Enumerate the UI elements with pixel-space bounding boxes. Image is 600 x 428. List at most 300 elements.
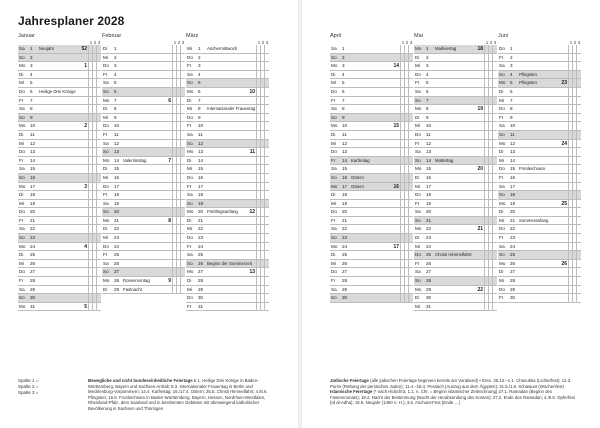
tracking-cell[interactable] <box>180 88 184 96</box>
day-row[interactable] <box>102 251 185 260</box>
day-row[interactable] <box>330 157 413 166</box>
tracking-cell[interactable] <box>96 122 100 130</box>
day-row[interactable] <box>186 243 269 252</box>
tracking-cell[interactable] <box>96 88 100 96</box>
tracking-cell[interactable] <box>492 131 496 139</box>
day-row[interactable] <box>186 286 269 295</box>
tracking-cell[interactable] <box>96 200 100 208</box>
day-row[interactable] <box>414 277 497 286</box>
day-row[interactable] <box>186 140 269 149</box>
day-row[interactable] <box>186 45 269 54</box>
day-row[interactable] <box>498 54 581 63</box>
tracking-cell[interactable] <box>96 71 100 79</box>
tracking-cell[interactable] <box>264 157 268 165</box>
tracking-cell[interactable] <box>492 286 496 294</box>
tracking-cell[interactable] <box>180 122 184 130</box>
tracking-cell[interactable] <box>576 268 580 276</box>
tracking-cell[interactable] <box>96 140 100 148</box>
tracking-cell[interactable] <box>96 268 100 276</box>
tracking-cell[interactable] <box>576 131 580 139</box>
tracking-cell[interactable] <box>96 114 100 122</box>
day-row[interactable] <box>102 225 185 234</box>
day-row[interactable] <box>18 225 101 234</box>
tracking-cell[interactable] <box>264 243 268 251</box>
tracking-cell[interactable] <box>264 191 268 199</box>
tracking-cell[interactable] <box>264 62 268 70</box>
day-row[interactable] <box>330 243 413 252</box>
day-row[interactable] <box>186 148 269 157</box>
tracking-cell[interactable] <box>180 165 184 173</box>
tracking-cell[interactable] <box>492 157 496 165</box>
day-row[interactable] <box>18 165 101 174</box>
tracking-cell[interactable] <box>180 200 184 208</box>
day-row[interactable] <box>102 54 185 63</box>
tracking-cell[interactable] <box>264 251 268 259</box>
tracking-cell[interactable] <box>264 105 268 113</box>
day-row[interactable] <box>414 208 497 217</box>
tracking-cell[interactable] <box>96 303 100 311</box>
day-row[interactable] <box>330 79 413 88</box>
day-row[interactable] <box>330 88 413 97</box>
tracking-cell[interactable] <box>408 234 412 242</box>
tracking-cell[interactable] <box>96 54 100 62</box>
day-row[interactable] <box>102 140 185 149</box>
tracking-cell[interactable] <box>576 148 580 156</box>
tracking-cell[interactable] <box>576 200 580 208</box>
day-row[interactable] <box>102 105 185 114</box>
tracking-cell[interactable] <box>180 260 184 268</box>
tracking-cell[interactable] <box>264 174 268 182</box>
day-row[interactable] <box>414 303 497 312</box>
day-row[interactable] <box>18 122 101 131</box>
day-row[interactable] <box>330 131 413 140</box>
day-row[interactable] <box>186 131 269 140</box>
day-row[interactable] <box>498 251 581 260</box>
tracking-cell[interactable] <box>408 200 412 208</box>
day-row[interactable] <box>18 294 101 303</box>
day-row[interactable] <box>186 105 269 114</box>
tracking-cell[interactable] <box>408 71 412 79</box>
tracking-cell[interactable] <box>492 268 496 276</box>
day-row[interactable] <box>498 140 581 149</box>
tracking-cell[interactable] <box>96 148 100 156</box>
day-row[interactable] <box>186 234 269 243</box>
day-row[interactable] <box>414 174 497 183</box>
day-row[interactable] <box>498 97 581 106</box>
tracking-cell[interactable] <box>264 200 268 208</box>
day-row[interactable] <box>186 54 269 63</box>
day-row[interactable] <box>498 79 581 88</box>
day-row[interactable] <box>186 200 269 209</box>
tracking-cell[interactable] <box>492 88 496 96</box>
tracking-cell[interactable] <box>408 243 412 251</box>
day-row[interactable] <box>330 122 413 131</box>
day-row[interactable] <box>18 208 101 217</box>
tracking-cell[interactable] <box>96 105 100 113</box>
day-row[interactable] <box>498 71 581 80</box>
tracking-cell[interactable] <box>492 45 496 53</box>
tracking-cell[interactable] <box>180 243 184 251</box>
tracking-cell[interactable] <box>264 140 268 148</box>
tracking-cell[interactable] <box>96 97 100 105</box>
day-row[interactable] <box>18 140 101 149</box>
tracking-cell[interactable] <box>96 208 100 216</box>
tracking-cell[interactable] <box>492 277 496 285</box>
day-row[interactable] <box>18 157 101 166</box>
day-row[interactable] <box>18 88 101 97</box>
tracking-cell[interactable] <box>576 225 580 233</box>
day-row[interactable] <box>186 114 269 123</box>
tracking-cell[interactable] <box>96 217 100 225</box>
day-row[interactable] <box>498 243 581 252</box>
tracking-cell[interactable] <box>180 54 184 62</box>
day-row[interactable] <box>330 148 413 157</box>
day-row[interactable] <box>102 79 185 88</box>
tracking-cell[interactable] <box>408 268 412 276</box>
day-row[interactable] <box>414 97 497 106</box>
tracking-cell[interactable] <box>492 251 496 259</box>
day-row[interactable] <box>18 79 101 88</box>
day-row[interactable] <box>102 260 185 269</box>
tracking-cell[interactable] <box>576 251 580 259</box>
tracking-cell[interactable] <box>264 208 268 216</box>
day-row[interactable] <box>186 191 269 200</box>
tracking-cell[interactable] <box>408 183 412 191</box>
tracking-cell[interactable] <box>576 286 580 294</box>
tracking-cell[interactable] <box>492 191 496 199</box>
tracking-cell[interactable] <box>264 54 268 62</box>
day-row[interactable] <box>414 234 497 243</box>
day-row[interactable] <box>498 88 581 97</box>
tracking-cell[interactable] <box>576 174 580 182</box>
tracking-cell[interactable] <box>408 191 412 199</box>
day-row[interactable] <box>186 79 269 88</box>
tracking-cell[interactable] <box>492 114 496 122</box>
tracking-cell[interactable] <box>180 148 184 156</box>
day-row[interactable] <box>186 303 269 312</box>
day-row[interactable] <box>414 251 497 260</box>
day-row[interactable] <box>498 174 581 183</box>
tracking-cell[interactable] <box>576 71 580 79</box>
day-row[interactable] <box>414 268 497 277</box>
tracking-cell[interactable] <box>180 131 184 139</box>
tracking-cell[interactable] <box>576 105 580 113</box>
tracking-cell[interactable] <box>576 122 580 130</box>
tracking-cell[interactable] <box>264 71 268 79</box>
tracking-cell[interactable] <box>180 157 184 165</box>
day-row[interactable] <box>414 294 497 303</box>
day-row[interactable] <box>330 174 413 183</box>
tracking-cell[interactable] <box>96 225 100 233</box>
day-row[interactable] <box>498 157 581 166</box>
day-row[interactable] <box>330 62 413 71</box>
tracking-cell[interactable] <box>180 105 184 113</box>
day-row[interactable] <box>498 277 581 286</box>
tracking-cell[interactable] <box>96 260 100 268</box>
day-row[interactable] <box>18 243 101 252</box>
day-row[interactable] <box>330 97 413 106</box>
day-row[interactable] <box>498 191 581 200</box>
day-row[interactable] <box>18 260 101 269</box>
tracking-cell[interactable] <box>492 62 496 70</box>
day-row[interactable] <box>414 183 497 192</box>
day-row[interactable] <box>18 277 101 286</box>
tracking-cell[interactable] <box>264 277 268 285</box>
tracking-cell[interactable] <box>576 208 580 216</box>
day-row[interactable] <box>330 165 413 174</box>
day-row[interactable] <box>414 62 497 71</box>
tracking-cell[interactable] <box>576 243 580 251</box>
tracking-cell[interactable] <box>576 140 580 148</box>
day-row[interactable] <box>102 191 185 200</box>
tracking-cell[interactable] <box>408 208 412 216</box>
tracking-cell[interactable] <box>96 234 100 242</box>
day-row[interactable] <box>330 200 413 209</box>
tracking-cell[interactable] <box>492 183 496 191</box>
tracking-cell[interactable] <box>408 97 412 105</box>
day-row[interactable] <box>102 234 185 243</box>
tracking-cell[interactable] <box>96 294 100 302</box>
day-row[interactable] <box>414 45 497 54</box>
tracking-cell[interactable] <box>576 54 580 62</box>
day-row[interactable] <box>186 71 269 80</box>
day-row[interactable] <box>186 165 269 174</box>
tracking-cell[interactable] <box>492 148 496 156</box>
tracking-cell[interactable] <box>264 88 268 96</box>
day-row[interactable] <box>330 260 413 269</box>
day-row[interactable] <box>498 183 581 192</box>
day-row[interactable] <box>330 191 413 200</box>
day-row[interactable] <box>186 88 269 97</box>
day-row[interactable] <box>414 122 497 131</box>
tracking-cell[interactable] <box>492 105 496 113</box>
day-row[interactable] <box>498 225 581 234</box>
day-row[interactable] <box>18 45 101 54</box>
day-row[interactable] <box>330 45 413 54</box>
tracking-cell[interactable] <box>576 114 580 122</box>
day-row[interactable] <box>102 45 185 54</box>
tracking-cell[interactable] <box>180 217 184 225</box>
day-row[interactable] <box>498 260 581 269</box>
tracking-cell[interactable] <box>180 140 184 148</box>
tracking-cell[interactable] <box>180 45 184 53</box>
day-row[interactable] <box>18 174 101 183</box>
tracking-cell[interactable] <box>576 45 580 53</box>
tracking-cell[interactable] <box>96 251 100 259</box>
tracking-cell[interactable] <box>408 131 412 139</box>
tracking-cell[interactable] <box>576 217 580 225</box>
tracking-cell[interactable] <box>576 97 580 105</box>
tracking-cell[interactable] <box>408 277 412 285</box>
tracking-cell[interactable] <box>96 183 100 191</box>
day-row[interactable] <box>102 243 185 252</box>
day-row[interactable] <box>102 157 185 166</box>
day-row[interactable] <box>102 200 185 209</box>
tracking-cell[interactable] <box>96 191 100 199</box>
day-row[interactable] <box>330 140 413 149</box>
day-row[interactable] <box>498 114 581 123</box>
tracking-cell[interactable] <box>96 243 100 251</box>
tracking-cell[interactable] <box>180 286 184 294</box>
day-row[interactable] <box>186 174 269 183</box>
tracking-cell[interactable] <box>492 303 496 311</box>
day-row[interactable] <box>102 122 185 131</box>
day-row[interactable] <box>330 251 413 260</box>
day-row[interactable] <box>102 268 185 277</box>
day-row[interactable] <box>498 234 581 243</box>
day-row[interactable] <box>18 191 101 200</box>
day-row[interactable] <box>18 286 101 295</box>
tracking-cell[interactable] <box>264 268 268 276</box>
day-row[interactable] <box>18 148 101 157</box>
day-row[interactable] <box>186 157 269 166</box>
day-row[interactable] <box>102 114 185 123</box>
day-row[interactable] <box>414 88 497 97</box>
day-row[interactable] <box>414 225 497 234</box>
day-row[interactable] <box>330 105 413 114</box>
day-row[interactable] <box>498 45 581 54</box>
day-row[interactable] <box>498 217 581 226</box>
day-row[interactable] <box>414 217 497 226</box>
tracking-cell[interactable] <box>264 260 268 268</box>
tracking-cell[interactable] <box>408 165 412 173</box>
tracking-cell[interactable] <box>492 208 496 216</box>
tracking-cell[interactable] <box>408 251 412 259</box>
tracking-cell[interactable] <box>576 294 580 302</box>
tracking-cell[interactable] <box>180 277 184 285</box>
tracking-cell[interactable] <box>264 131 268 139</box>
tracking-cell[interactable] <box>576 157 580 165</box>
day-row[interactable] <box>498 200 581 209</box>
tracking-cell[interactable] <box>264 122 268 130</box>
day-row[interactable] <box>186 260 269 269</box>
tracking-cell[interactable] <box>408 54 412 62</box>
tracking-cell[interactable] <box>408 45 412 53</box>
tracking-cell[interactable] <box>576 277 580 285</box>
day-row[interactable] <box>102 217 185 226</box>
day-row[interactable] <box>414 54 497 63</box>
tracking-cell[interactable] <box>96 277 100 285</box>
tracking-cell[interactable] <box>576 88 580 96</box>
tracking-cell[interactable] <box>180 174 184 182</box>
tracking-cell[interactable] <box>96 157 100 165</box>
tracking-cell[interactable] <box>264 286 268 294</box>
day-row[interactable] <box>102 208 185 217</box>
tracking-cell[interactable] <box>576 260 580 268</box>
day-row[interactable] <box>186 268 269 277</box>
day-row[interactable] <box>414 105 497 114</box>
day-row[interactable] <box>18 251 101 260</box>
day-row[interactable] <box>330 286 413 295</box>
tracking-cell[interactable] <box>492 234 496 242</box>
tracking-cell[interactable] <box>180 97 184 105</box>
day-row[interactable] <box>102 148 185 157</box>
tracking-cell[interactable] <box>492 217 496 225</box>
tracking-cell[interactable] <box>492 174 496 182</box>
day-row[interactable] <box>18 54 101 63</box>
day-row[interactable] <box>186 208 269 217</box>
tracking-cell[interactable] <box>264 79 268 87</box>
tracking-cell[interactable] <box>492 200 496 208</box>
day-row[interactable] <box>414 131 497 140</box>
tracking-cell[interactable] <box>180 71 184 79</box>
tracking-cell[interactable] <box>408 225 412 233</box>
day-row[interactable] <box>102 286 185 295</box>
tracking-cell[interactable] <box>492 71 496 79</box>
tracking-cell[interactable] <box>408 140 412 148</box>
day-row[interactable] <box>330 114 413 123</box>
tracking-cell[interactable] <box>408 62 412 70</box>
tracking-cell[interactable] <box>180 251 184 259</box>
day-row[interactable] <box>498 268 581 277</box>
day-row[interactable] <box>414 286 497 295</box>
day-row[interactable] <box>498 294 581 303</box>
tracking-cell[interactable] <box>576 183 580 191</box>
tracking-cell[interactable] <box>408 79 412 87</box>
day-row[interactable] <box>102 71 185 80</box>
day-row[interactable] <box>330 183 413 192</box>
day-row[interactable] <box>18 114 101 123</box>
day-row[interactable] <box>186 122 269 131</box>
day-row[interactable] <box>498 165 581 174</box>
tracking-cell[interactable] <box>492 79 496 87</box>
tracking-cell[interactable] <box>408 105 412 113</box>
tracking-cell[interactable] <box>180 268 184 276</box>
day-row[interactable] <box>498 148 581 157</box>
day-row[interactable] <box>102 165 185 174</box>
day-row[interactable] <box>102 131 185 140</box>
day-row[interactable] <box>330 208 413 217</box>
day-row[interactable] <box>414 148 497 157</box>
day-row[interactable] <box>330 71 413 80</box>
tracking-cell[interactable] <box>96 165 100 173</box>
day-row[interactable] <box>18 303 101 312</box>
day-row[interactable] <box>498 122 581 131</box>
day-row[interactable] <box>102 183 185 192</box>
tracking-cell[interactable] <box>264 225 268 233</box>
tracking-cell[interactable] <box>264 114 268 122</box>
day-row[interactable] <box>18 217 101 226</box>
day-row[interactable] <box>186 97 269 106</box>
tracking-cell[interactable] <box>408 294 412 302</box>
tracking-cell[interactable] <box>180 191 184 199</box>
day-row[interactable] <box>330 234 413 243</box>
tracking-cell[interactable] <box>180 225 184 233</box>
tracking-cell[interactable] <box>492 225 496 233</box>
day-row[interactable] <box>18 131 101 140</box>
day-row[interactable] <box>18 71 101 80</box>
day-row[interactable] <box>102 97 185 106</box>
day-row[interactable] <box>414 200 497 209</box>
tracking-cell[interactable] <box>576 234 580 242</box>
day-row[interactable] <box>186 62 269 71</box>
day-row[interactable] <box>186 217 269 226</box>
tracking-cell[interactable] <box>408 174 412 182</box>
day-row[interactable] <box>414 140 497 149</box>
day-row[interactable] <box>498 286 581 295</box>
tracking-cell[interactable] <box>408 286 412 294</box>
tracking-cell[interactable] <box>492 165 496 173</box>
tracking-cell[interactable] <box>264 183 268 191</box>
tracking-cell[interactable] <box>492 97 496 105</box>
day-row[interactable] <box>18 200 101 209</box>
tracking-cell[interactable] <box>96 286 100 294</box>
tracking-cell[interactable] <box>408 148 412 156</box>
tracking-cell[interactable] <box>408 114 412 122</box>
day-row[interactable] <box>186 225 269 234</box>
tracking-cell[interactable] <box>264 45 268 53</box>
tracking-cell[interactable] <box>264 148 268 156</box>
